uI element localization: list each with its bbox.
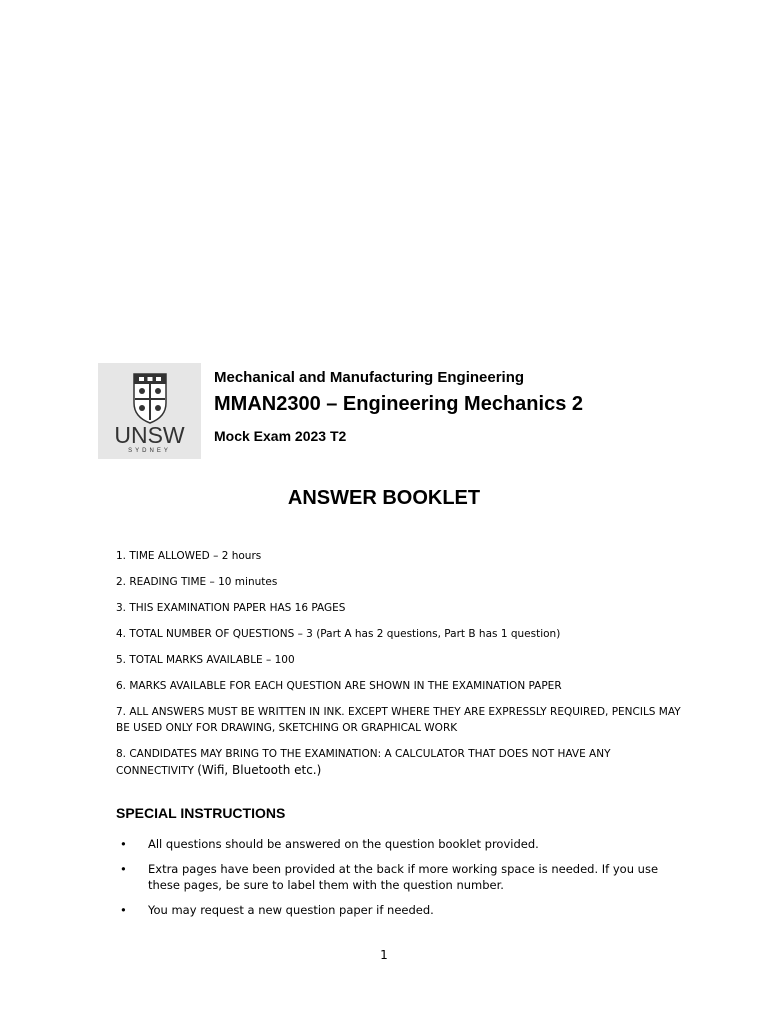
instruction-item: 8. CANDIDATES MAY BRING TO THE EXAMINATION: A CALCULATOR THAT DOES NOT HAVE ANY CONNECTIVITY (Wifi, Bluetooth etc.) [116,748,611,777]
logo-wordmark: UNSW [114,422,185,448]
instruction-item: 7. ALL ANSWERS MUST BE WRITTEN IN INK. EXCEPT WHERE THEY ARE EXPRESSLY REQUIRED, PENCILS MAY BE USED ONLY FOR DRAWING, SKETCHING OR GRAPHICAL WORK [116,706,681,734]
instruction-item: 5. TOTAL MARKS AVAILABLE – 100 [116,654,295,666]
instruction-item: 6. MARKS AVAILABLE FOR EACH QUESTION ARE SHOWN IN THE EXAMINATION PAPER [116,680,562,692]
special-instruction-item: • Extra pages have been provided at the back if more working space is needed. If you use these pages, be sure to label them with the question number. [120,862,659,892]
exam-name: Mock Exam 2023 T2 [214,428,347,444]
bullet-icon: • [120,903,127,917]
exam-instructions-list [116,548,681,789]
instruction-item: 3. THIS EXAMINATION PAPER HAS 16 PAGES [116,602,346,614]
faculty-name: Mechanical and Manufacturing Engineering [214,369,525,386]
logo-subtext: SYDNEY [128,448,171,454]
page-title: ANSWER BOOKLET [287,487,481,509]
special-instruction-item: • All questions should be answered on the question booklet provided. [120,837,539,851]
bullet-icon: • [120,837,127,851]
course-title: MMAN2300 – Engineering Mechanics 2 [214,393,584,415]
instruction-note: (Wifi, Bluetooth etc.) [197,763,322,777]
instruction-item: 1. TIME ALLOWED – 2 hours [116,550,262,562]
special-instructions-list [118,836,678,927]
bullet-icon: • [120,862,127,876]
instruction-item: 2. READING TIME – 10 minutes [116,576,278,588]
page-number: 1 [380,948,388,962]
special-instructions-heading: SPECIAL INSTRUCTIONS [116,805,286,821]
unsw-logo [98,363,201,459]
special-instruction-item: • You may request a new question paper if needed. [120,903,434,917]
instruction-item: 4. TOTAL NUMBER OF QUESTIONS – 3 (Part A has 2 questions, Part B has 1 question) [116,628,561,640]
unsw-crest-icon [134,374,166,423]
